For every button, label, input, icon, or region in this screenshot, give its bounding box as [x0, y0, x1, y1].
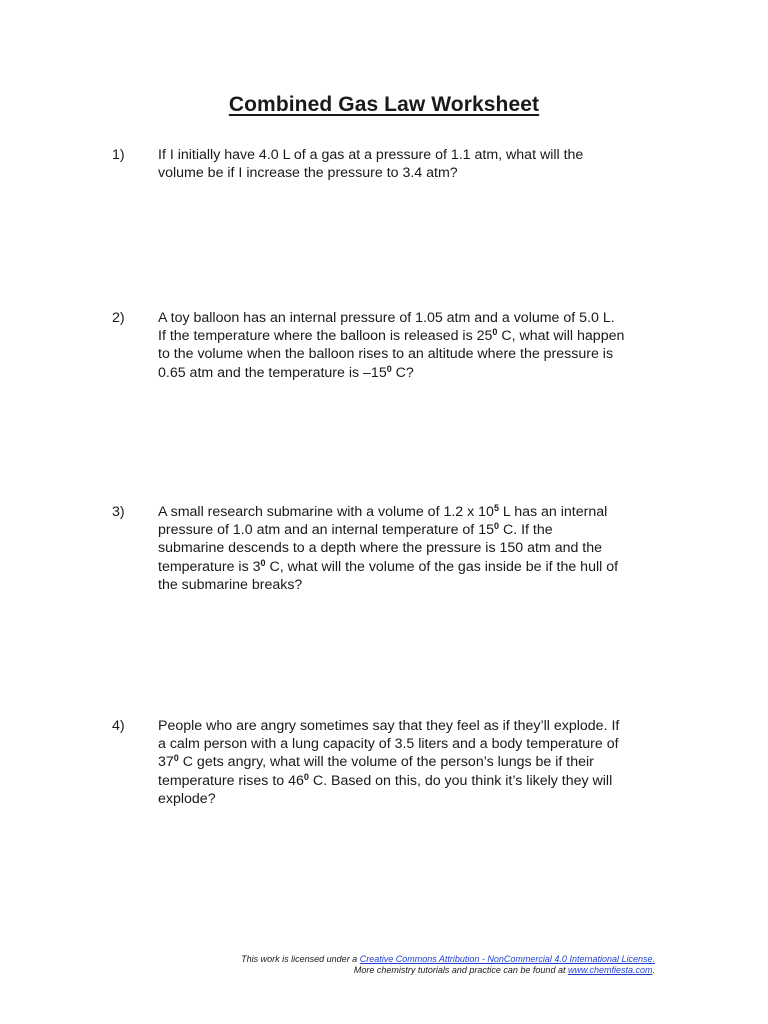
page-title: Combined Gas Law Worksheet — [228, 93, 540, 116]
license-link[interactable]: Creative Commons Attribution - NonCommercial 4.0 International License. — [359, 954, 655, 964]
license-footer — [241, 954, 655, 976]
question-line: A small research submarine with a volume of 1.2 x $10^5$ L has an internal — [158, 503, 608, 520]
question-line: $37^0$ C gets angry, what will the volume of the person’s lungs be if their — [158, 753, 594, 771]
degree-superscript: 0 — [173, 753, 179, 764]
question-line: temperature is $3^0$ C, what will the volume of the gas inside be if the hull of — [158, 557, 619, 575]
question-text — [158, 309, 668, 382]
question-line: temperature rises to $46^0$ C. Based on this, do you think it’s likely they will — [158, 771, 613, 789]
footer-license-line: This work is licensed under a Creative Commons Attribution - NonCommercial 4.0 International License. — [241, 954, 655, 964]
question-line: pressure of 1.0 atm and an internal temperature of $15^0$ C. If the — [158, 521, 553, 539]
degree-superscript: 0 — [492, 327, 498, 338]
site-link[interactable]: www.chemfiesta.com — [567, 965, 653, 975]
question-line: a calm person with a lung capacity of 3.5 liters and a body temperature of — [158, 736, 619, 753]
question-line: to the volume when the balloon rises to an altitude where the pressure is — [158, 346, 614, 363]
question-line: submarine descends to a depth where the pressure is 150 atm and the — [158, 540, 603, 557]
question-text — [158, 717, 668, 808]
question-line: People who are angry sometimes say that they feel as if they’ll explode. If — [158, 718, 620, 734]
question-text — [158, 146, 668, 182]
footer-site-line: More chemistry tutorials and practice can be found at www.chemfiesta.com. — [353, 965, 655, 975]
question-line: volume be if I increase the pressure to 3.4 atm? — [158, 165, 458, 182]
question-line: 0.65 atm and the temperature is $-15^0$ C? — [158, 363, 414, 381]
degree-superscript: 0 — [303, 771, 309, 782]
question-line: If the temperature where the balloon is released is $25^0$ C, what will happen — [158, 327, 625, 345]
question-number: 1) — [112, 147, 125, 163]
degree-superscript: 0 — [260, 557, 266, 568]
question-line: explode? — [158, 790, 216, 807]
question-number: 4) — [112, 718, 125, 734]
question-line: the submarine breaks? — [158, 576, 303, 593]
question-line: A toy balloon has an internal pressure of 1.05 atm and a volume of 5.0 L. — [158, 310, 615, 326]
degree-superscript: 0 — [386, 363, 392, 374]
degree-superscript: 0 — [493, 521, 499, 532]
exponent-superscript: 5 — [493, 503, 499, 513]
question-number: 2) — [112, 310, 125, 326]
question-line: If I initially have 4.0 L of a gas at a pressure of 1.1 atm, what will the — [158, 147, 584, 163]
question-number: 3) — [112, 504, 125, 520]
question-text — [158, 503, 668, 594]
